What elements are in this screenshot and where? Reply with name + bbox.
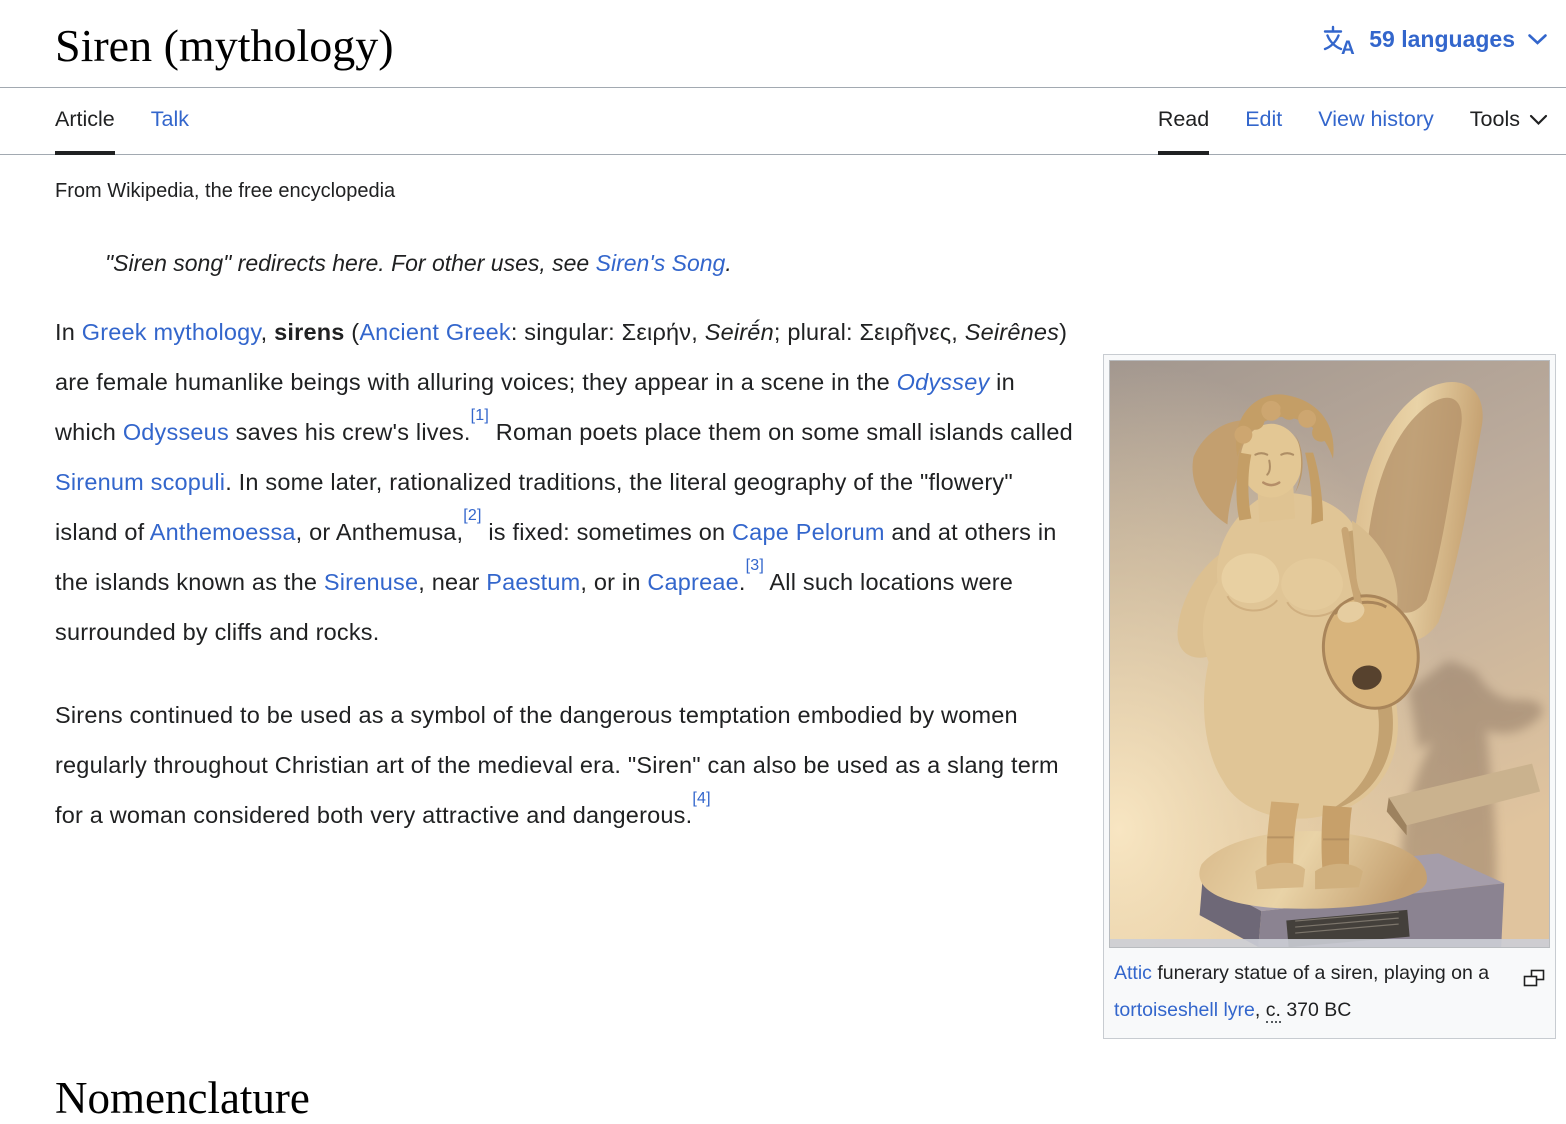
wiki-link[interactable]: Odyssey [896,369,990,395]
svg-text:A: A [1341,37,1355,55]
reference-sup [746,553,764,575]
text-segment: sirens [274,319,345,345]
text-segment: , near [418,569,487,595]
image-caption [1109,948,1550,1033]
chevron-down-icon [1527,33,1548,46]
wiki-link[interactable]: Ancient Greek [359,319,511,345]
wiki-link[interactable]: Greek mythology [81,319,261,345]
text-segment: , or Anthemusa, [295,519,464,545]
wiki-link[interactable]: Capreae [647,569,739,595]
article-content [0,247,1566,1124]
reference-link[interactable]: [4] [692,790,711,808]
chevron-down-icon [1529,107,1548,132]
tab-tools[interactable]: Tools [1470,88,1548,155]
wiki-link[interactable]: Siren's Song [595,250,726,276]
site-tagline: From Wikipedia, the free encyclopedia [55,180,396,202]
text-segment: : singular: Σειρήν, [510,319,705,345]
article-header [0,0,1566,88]
tab-read[interactable]: Read [1158,88,1209,155]
language-icon [1323,25,1357,55]
enlarge-icon[interactable] [1523,963,1545,1000]
text-segment: Seirḗn [704,319,774,345]
text-segment: . [725,250,732,276]
reference-sup [463,503,481,525]
text-segment: funerary statue of a siren, playing on a [1151,962,1490,984]
wiki-link[interactable]: Anthemoessa [149,519,296,545]
figure-thumbnail [1103,354,1556,1039]
wiki-link[interactable]: tortoiseshell lyre [1114,999,1255,1021]
text-segment: saves his crew's lives. [228,419,471,445]
wiki-link[interactable]: Attic [1114,962,1152,984]
text-segment: 370 BC [1280,999,1352,1021]
text-segment: Roman poets place them on some small islands called [489,419,1073,445]
text-segment: and at others in the islands known as the [55,519,1057,595]
tab-talk[interactable]: Talk [150,107,189,131]
wiki-link[interactable]: Cape Pelorum [732,519,885,545]
reference-sup [692,786,710,808]
text-segment: ; plural: Σειρῆνες, [773,319,965,345]
text-segment: , [260,319,275,345]
text-segment: . In some later, rationalized traditions, the literal geography of the "flowery" island of [55,469,1013,545]
language-count-label: 59 languages [1369,26,1515,52]
language-button[interactable] [1323,25,1548,55]
text-segment: ) are female humanlike beings with alluring voices; they appear in a scene in the [55,319,1068,395]
hatnote [105,247,1556,279]
lead-section [55,307,1556,1032]
text-segment: "Siren song" redirects here. For other uses, see [105,250,596,276]
text-segment: In [55,319,82,345]
page-title: Siren (mythology) [55,20,394,72]
tab-view-history[interactable]: View history [1318,107,1434,131]
text-segment: All such locations were surrounded by cliffs and rocks. [55,569,1014,645]
section-heading-nomenclature: Nomenclature [55,1073,310,1123]
text-segment: Sirens continued to be used as a symbol of the dangerous temptation embodied by women regularly throughout Christian art of the medieval era. "Siren" can also be used as a slang term for a woman considered both very attractive and dangerous. [55,702,1059,828]
wiki-link[interactable]: Paestum [486,569,581,595]
view-tabs [1158,88,1548,154]
article-tab-bar [0,88,1566,155]
tab-article[interactable]: Article [55,88,115,155]
reference-link[interactable]: [1] [470,407,490,425]
namespace-tabs [55,88,189,154]
caption-text [1114,962,1489,1023]
text-segment: is fixed: sometimes on [481,519,732,545]
text-segment: Seirênes [964,319,1060,345]
tab-edit[interactable]: Edit [1245,107,1283,131]
text-segment: , or in [580,569,648,595]
reference-link[interactable]: [2] [463,507,482,525]
wiki-link[interactable]: Sirenuse [323,569,419,595]
abbr-circa: c. [1265,999,1281,1021]
text-segment: in which [55,369,1015,445]
wiki-link[interactable]: Odysseus [122,419,229,445]
text-segment: , [1254,999,1266,1021]
text-segment: . [738,569,746,595]
statue-image[interactable] [1109,360,1550,948]
wiki-link[interactable]: Sirenum scopuli [55,469,226,495]
reference-link[interactable]: [3] [745,557,764,575]
text-segment: ( [344,319,360,345]
reference-sup [471,403,489,425]
